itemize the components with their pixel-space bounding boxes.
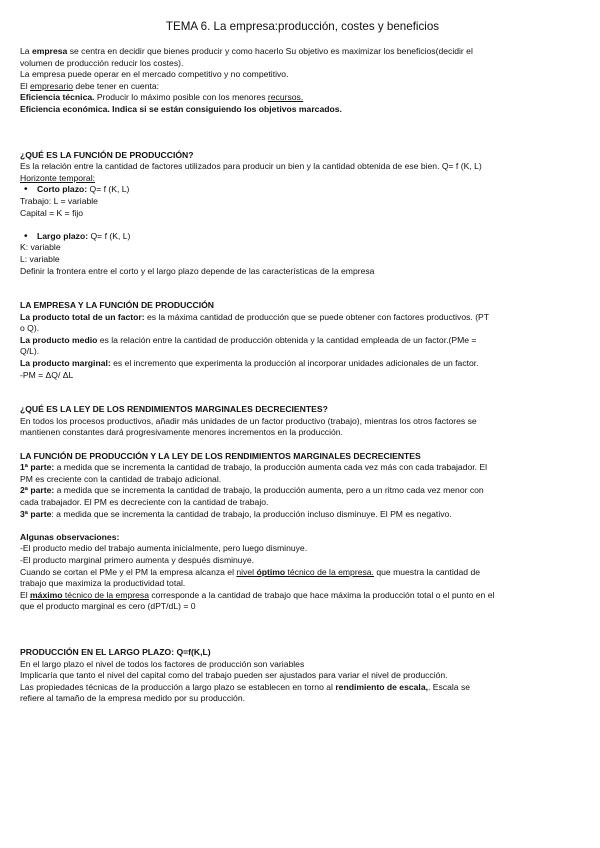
document-page xyxy=(20,20,585,705)
text: es la máxima cantidad de producción que se puede obtener con factores productivos. (PT xyxy=(144,311,490,322)
text-line xyxy=(20,590,585,602)
text-line: que el producto marginal es cero (dPT/dL) = 0 xyxy=(20,601,196,612)
text: es el incremento que experimenta la producción al incorporar unidades adicionales de un factor. xyxy=(110,358,479,369)
section-heading: LA EMPRESA Y LA FUNCIÓN DE PRODUCCIÓN xyxy=(20,300,215,311)
text: : a medida que se incrementa la cantidad de trabajo, la producción incluso disminuye. El PM es negativo. xyxy=(51,508,452,519)
section-heading: ¿QUÉ ES LA LEY DE LOS RENDIMIENTOS MARGINALES DECRECIENTES? xyxy=(20,404,328,415)
text-line: Capital = K = fijo xyxy=(20,207,84,218)
underlined-text: técnico de la empresa xyxy=(62,589,149,600)
text: El xyxy=(20,589,31,600)
text: debe tener en cuenta: xyxy=(73,80,160,91)
text-line: En todos los procesos productivos, añadir más unidades de un factor productivo (trabajo), mientras los otros factores se xyxy=(20,415,477,426)
text-line: cada trabajador. El PM es decreciente con la cantidad de trabajo. xyxy=(20,497,269,507)
section-heading: PRODUCCIÓN EN EL LARGO PLAZO: Q=f(K,L) xyxy=(20,646,211,657)
underlined-text: recursos. xyxy=(267,92,304,103)
text-line xyxy=(20,358,585,370)
text-line: Implicaría que tanto el nivel del capital como del trabajo pueden ser ajustados para variar el nivel de producción. xyxy=(20,670,448,681)
text-line: -El producto marginal primero aumenta y después disminuye. xyxy=(20,554,255,565)
text: que muestra la cantidad de xyxy=(373,566,481,577)
section-heading: ¿QUÉ ES LA FUNCIÓN DE PRODUCCIÓN? xyxy=(20,149,194,160)
section-long-run xyxy=(20,647,585,705)
underlined-text: Horizonte temporal: xyxy=(20,172,95,183)
text-line: Q/L). xyxy=(20,346,40,357)
section-observations xyxy=(20,532,585,613)
section-diminishing-returns xyxy=(20,404,585,439)
bold-text: empresa xyxy=(31,46,68,56)
text-line: o Q). xyxy=(20,323,40,334)
text: se centra en decidir que bienes producir y como hacerlo Su objetivo es maximizar los beneficios(decidir el xyxy=(67,46,473,56)
text-line xyxy=(20,509,585,521)
text: . Escala se xyxy=(427,681,471,692)
bold-underlined-text: máximo xyxy=(30,589,63,600)
intro-section xyxy=(20,46,585,116)
section-production-function xyxy=(20,150,585,278)
intro-line xyxy=(20,46,585,58)
text-line: -PM = ΔQ/ ΔL xyxy=(20,369,74,380)
document-title: TEMA 6. La empresa:producción, costes y beneficios xyxy=(165,20,440,33)
underlined-text: nivel xyxy=(236,566,257,577)
text-line: K: variable xyxy=(20,242,61,253)
text-line: trabajo que maximiza la productividad total. xyxy=(20,578,186,589)
bold-text: 1ª parte: xyxy=(20,462,55,473)
intro-line xyxy=(20,81,585,93)
text-line xyxy=(20,462,585,474)
text-line xyxy=(20,567,585,579)
underlined-text: empresario xyxy=(30,80,74,91)
underlined-text: técnico de la empresa. xyxy=(285,566,374,577)
bold-text: La producto marginal: xyxy=(20,358,111,369)
section-heading: Algunas observaciones: xyxy=(20,531,120,542)
text: El xyxy=(20,80,31,91)
text-line xyxy=(20,312,585,324)
text-line: -El producto medio del trabajo aumenta inicialmente, pero luego disminuye. xyxy=(20,543,308,554)
text-line: refiere al tamaño de la empresa medido por su producción. xyxy=(20,693,245,704)
text: a medida que se incrementa la cantidad de trabajo, la producción aumenta, pero a un ritmo cada vez menor con xyxy=(54,485,484,496)
section-heading: LA FUNCIÓN DE PRODUCCIÓN Y LA LEY DE LOS RENDIMIENTOS MARGINALES DECRECIENTES xyxy=(20,450,421,461)
bold-text: 3ª parte xyxy=(20,508,52,519)
text: Cuando se cortan el PMe y el PM la empresa alcanza el xyxy=(20,566,237,577)
text-line xyxy=(20,682,585,694)
bold-text: Largo plazo: xyxy=(37,230,89,241)
text-line xyxy=(20,335,585,347)
text: Las propiedades técnicas de la producción a largo plazo se establecen en torno al xyxy=(20,681,336,692)
text: Q= f (K, L) xyxy=(88,230,131,241)
text-line xyxy=(20,485,585,497)
bold-text: La producto medio xyxy=(20,334,98,345)
text-line: Definir la frontera entre el corto y el largo plazo depende de las características de la empresa xyxy=(20,265,375,276)
text: a medida que se incrementa la cantidad de trabajo, la producción aumenta cada vez más con cada trabajador. El xyxy=(54,462,488,473)
text-line: L: variable xyxy=(20,253,60,264)
intro-line: La empresa puede operar en el mercado competitivo y no competitivo. xyxy=(20,69,289,80)
text-line: Trabajo: L = variable xyxy=(20,195,98,206)
bold-text: Eficiencia técnica. xyxy=(20,92,95,103)
text: Q= f (K, L) xyxy=(87,184,130,195)
text: es la relación entre la cantidad de producción obtenida y la cantidad empleada de un factor.(PMe = xyxy=(97,334,477,345)
bold-underlined-text: óptimo xyxy=(256,566,286,577)
text-line: En el largo plazo el nivel de todos los factores de producción son variables xyxy=(20,658,305,669)
intro-line: Eficiencia económica. Indica si se están consiguiendo los objetivos marcados. xyxy=(20,103,342,114)
section-function-and-law xyxy=(20,451,585,521)
bullet-item xyxy=(20,231,585,243)
bold-text: Corto plazo: xyxy=(37,184,88,195)
text-line xyxy=(20,173,585,185)
text-line: PM es creciente con la cantidad de trabajo adicional. xyxy=(20,473,222,484)
text: La xyxy=(20,46,32,56)
bold-text: La producto total de un factor: xyxy=(20,311,145,322)
section-firm-production xyxy=(20,300,585,381)
bold-text: rendimiento de escala, xyxy=(335,681,428,692)
text: Producir lo máximo posible con los menores xyxy=(94,92,268,103)
text: corresponde a la cantidad de trabajo que hace máxima la producción total o el punto en el xyxy=(148,589,495,600)
intro-line: volumen de producción reducir los costes). xyxy=(20,57,184,68)
intro-line xyxy=(20,92,585,104)
bullet-item xyxy=(20,184,585,196)
bold-text: 2ª parte: xyxy=(20,485,55,496)
text-line: mantienen constantes dará progresivamente menores incrementos en la producción. xyxy=(20,427,343,438)
text-line: Es la relación entre la cantidad de factores utilizados para producir un bien y la cantidad obtenida de ese bien. Q= f (K, L) xyxy=(20,161,482,172)
